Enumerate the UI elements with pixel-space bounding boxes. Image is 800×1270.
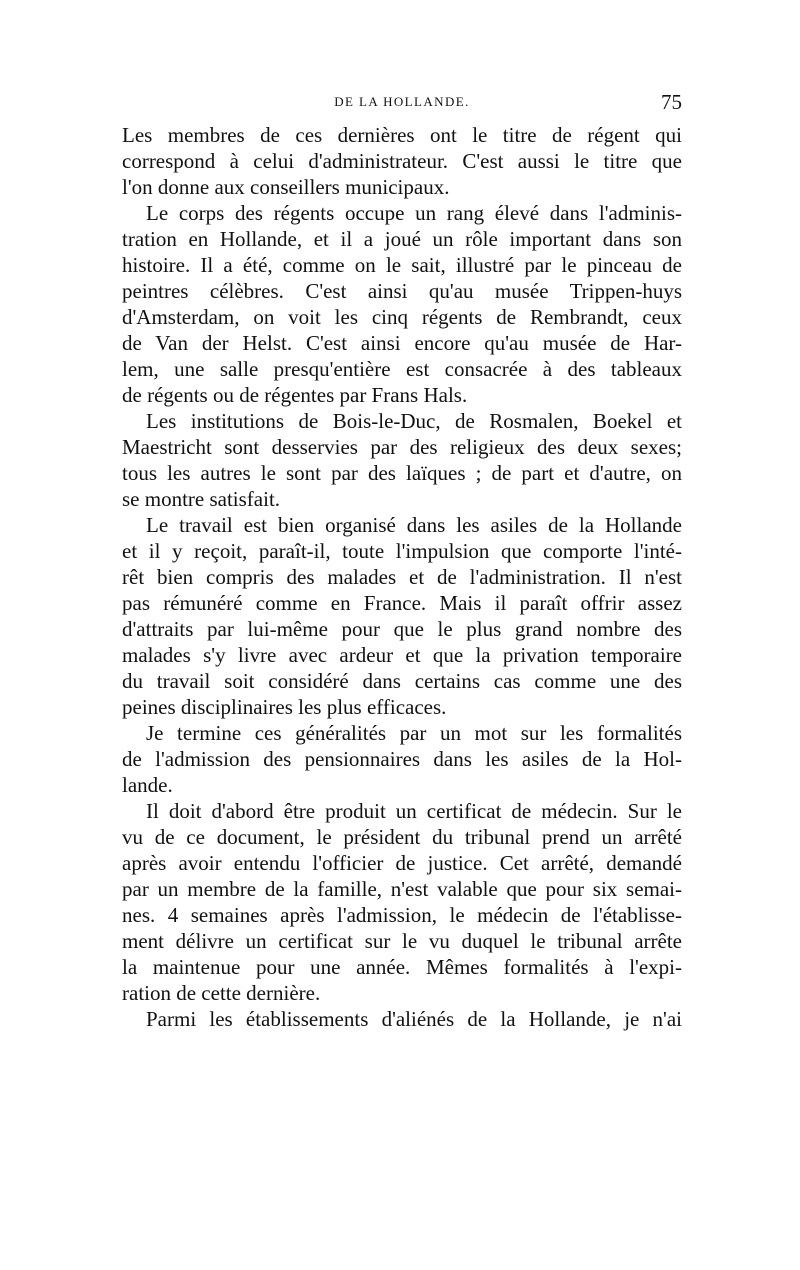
text-line: peintres célèbres. C'est ainsi qu'au musée Trippen-huys	[122, 279, 682, 303]
text-line: lem, une salle presqu'entière est consacrée à des tableaux	[122, 357, 682, 381]
text-line: Je termine ces généralités par un mot sur les formalités	[146, 721, 682, 745]
text-line: peines disciplinaires les plus efficaces.	[122, 695, 447, 719]
text-line: de régents ou de régentes par Frans Hals.	[122, 383, 468, 407]
text-line: nes. 4 semaines après l'admission, le médecin de l'établisse-	[122, 903, 682, 927]
text-line: histoire. Il a été, comme on le sait, illustré par le pinceau de	[122, 253, 682, 277]
text-line: la maintenue pour une année. Mêmes formalités à l'expi-	[122, 955, 682, 979]
text-line: Le corps des régents occupe un rang élevé dans l'adminis-	[146, 201, 682, 225]
text-line: du travail soit considéré dans certains cas comme une des	[122, 669, 682, 693]
text-line: Le travail est bien organisé dans les asiles de la Hollande	[146, 513, 682, 537]
body-text	[122, 122, 682, 1032]
text-line: malades s'y livre avec ardeur et que la privation temporaire	[122, 643, 682, 667]
text-line: se montre satisfait.	[122, 487, 281, 511]
text-line: Les membres de ces dernières ont le titre de régent qui	[122, 123, 682, 147]
text-line: après avoir entendu l'officier de justice. Cet arrêté, demandé	[122, 851, 682, 875]
text-line: d'attraits par lui-même pour que le plus grand nombre des	[122, 617, 682, 641]
text-line: correspond à celui d'administrateur. C'est aussi le titre que	[122, 149, 682, 173]
text-line: de l'admission des pensionnaires dans les asiles de la Hol-	[122, 747, 682, 771]
page-number: 75	[661, 90, 682, 114]
text-line: l'on donne aux conseillers municipaux.	[122, 175, 450, 199]
text-line: Il doit d'abord être produit un certificat de médecin. Sur le	[146, 799, 682, 823]
text-line: ment délivre un certificat sur le vu duquel le tribunal arrête	[122, 929, 682, 953]
text-line: Les institutions de Bois-le-Duc, de Rosmalen, Boekel et	[146, 409, 682, 433]
text-line: ration de cette dernière.	[122, 981, 321, 1005]
running-title: DE LA HOLLANDE.	[334, 94, 470, 109]
text-line: pas rémunéré comme en France. Mais il paraît offrir assez	[122, 591, 682, 615]
text-line: et il y reçoit, paraît-il, toute l'impulsion que comporte l'inté-	[122, 539, 682, 563]
text-line: lande.	[122, 773, 173, 797]
text-line: Parmi les établissements d'aliénés de la Hollande, je n'ai	[146, 1007, 682, 1031]
text-line: rêt bien compris des malades et de l'administration. Il n'est	[122, 565, 682, 589]
text-line: Maestricht sont desservies par des religieux des deux sexes;	[122, 435, 682, 459]
text-line: tous les autres le sont par des laïques ; de part et d'autre, on	[122, 461, 682, 485]
running-head	[122, 90, 682, 114]
text-line: tration en Hollande, et il a joué un rôle important dans son	[122, 227, 682, 251]
text-line: d'Amsterdam, on voit les cinq régents de Rembrandt, ceux	[122, 305, 682, 329]
text-line: de Van der Helst. C'est ainsi encore qu'au musée de Har-	[122, 331, 682, 355]
text-line: par un membre de la famille, n'est valable que pour six semai-	[122, 877, 682, 901]
text-line: vu de ce document, le président du tribunal prend un arrêté	[122, 825, 682, 849]
